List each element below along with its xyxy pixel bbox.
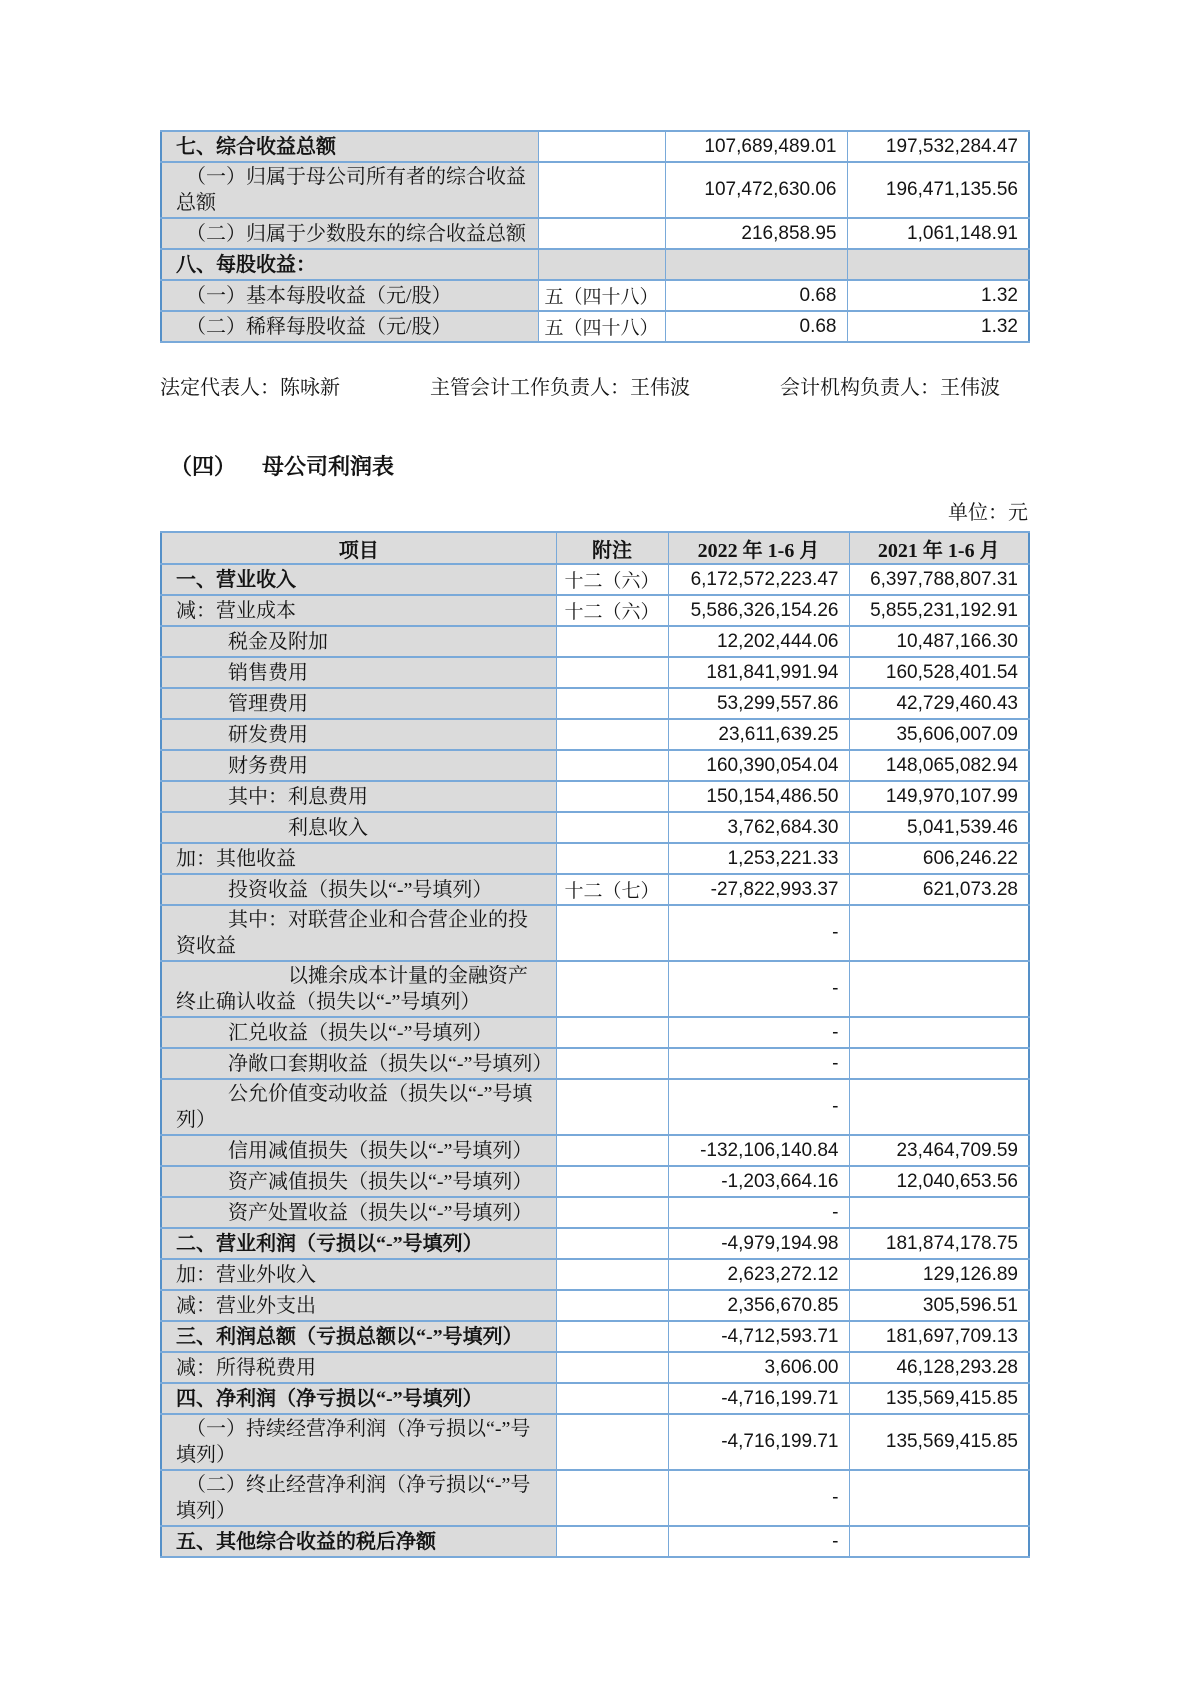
table-row	[161, 1135, 1029, 1166]
table-row	[161, 218, 1029, 249]
value-2021-cell	[849, 961, 1029, 1017]
note-cell	[556, 626, 668, 657]
item-cell: 一、营业收入	[161, 564, 556, 595]
value-2021-cell: 46,128,293.28	[849, 1352, 1029, 1383]
note-cell	[556, 1166, 668, 1197]
table-row	[161, 131, 1029, 162]
value-2022-cell: -	[668, 905, 849, 961]
section-title	[160, 452, 1028, 482]
note-cell	[556, 1383, 668, 1414]
value-2022-cell: 6,172,572,223.47	[668, 564, 849, 595]
chief-accountant: 主管会计工作负责人：王伟波	[430, 377, 690, 399]
table-row	[161, 1259, 1029, 1290]
value-2021-cell: 12,040,653.56	[849, 1166, 1029, 1197]
value-2021-cell: 305,596.51	[849, 1290, 1029, 1321]
note-cell	[556, 812, 668, 843]
value-2021-cell	[849, 1470, 1029, 1526]
value-2021-cell: 5,855,231,192.91	[849, 595, 1029, 626]
value-2021-cell: 6,397,788,807.31	[849, 564, 1029, 595]
value-2021-cell	[849, 1526, 1029, 1557]
note-cell	[556, 688, 668, 719]
value-2021-cell	[849, 1197, 1029, 1228]
table-row	[161, 812, 1029, 843]
table-row	[161, 1290, 1029, 1321]
item-cell: 二、营业利润（亏损以“-”号填列）	[161, 1228, 556, 1259]
value-2022-cell: -132,106,140.84	[668, 1135, 849, 1166]
value-2022-cell: -4,716,199.71	[668, 1383, 849, 1414]
note-cell	[556, 961, 668, 1017]
value-2021-cell	[849, 905, 1029, 961]
document-content	[160, 0, 1028, 1558]
note-cell: 十二（六）	[556, 564, 668, 595]
note-cell: 五（四十八）	[538, 280, 665, 311]
value-2022-cell: -	[668, 1048, 849, 1079]
parent-company-income-statement-table	[160, 531, 1030, 1558]
value-2021-cell: 10,487,166.30	[849, 626, 1029, 657]
value-2022-cell: 3,606.00	[668, 1352, 849, 1383]
note-cell: 十二（六）	[556, 595, 668, 626]
value-2022-cell: 2,356,670.85	[668, 1290, 849, 1321]
table-row	[161, 1526, 1029, 1557]
value-2022-cell: -	[668, 1197, 849, 1228]
value-2022-cell: 23,611,639.25	[668, 719, 849, 750]
value-2022-cell: 0.68	[665, 280, 847, 311]
item-cell: （二）终止经营净利润（净亏损以“-”号填列）	[161, 1470, 556, 1526]
section-title-text: 母公司利润表	[262, 454, 395, 479]
table-row	[161, 1079, 1029, 1135]
value-2022-cell: 3,762,684.30	[668, 812, 849, 843]
note-cell	[556, 719, 668, 750]
table-row	[161, 961, 1029, 1017]
note-cell	[556, 843, 668, 874]
value-2021-cell: 148,065,082.94	[849, 750, 1029, 781]
note-cell	[538, 218, 665, 249]
value-2022-cell: 107,472,630.06	[665, 162, 847, 218]
table-row	[161, 688, 1029, 719]
item-cell: （二）稀释每股收益（元/股）	[161, 311, 538, 342]
table-row	[161, 874, 1029, 905]
item-cell: 汇兑收益（损失以“-”号填列）	[161, 1017, 556, 1048]
value-2022-cell: -	[668, 961, 849, 1017]
item-cell: 研发费用	[161, 719, 556, 750]
value-2021-cell	[849, 1079, 1029, 1135]
header-period-2021: 2021 年 1-6 月	[849, 532, 1029, 564]
note-cell	[556, 1079, 668, 1135]
table-row	[161, 843, 1029, 874]
item-cell: 减：营业成本	[161, 595, 556, 626]
value-2021-cell: 1.32	[847, 280, 1029, 311]
value-2021-cell: 23,464,709.59	[849, 1135, 1029, 1166]
note-cell	[538, 249, 665, 280]
header-period-2022: 2022 年 1-6 月	[668, 532, 849, 564]
value-2021-cell: 181,697,709.13	[849, 1321, 1029, 1352]
value-2021-cell: 197,532,284.47	[847, 131, 1029, 162]
note-cell	[538, 162, 665, 218]
item-cell: 其中：对联营企业和合营企业的投资收益	[161, 905, 556, 961]
item-cell: 加：其他收益	[161, 843, 556, 874]
table-row	[161, 249, 1029, 280]
value-2021-cell: 135,569,415.85	[849, 1383, 1029, 1414]
note-cell	[556, 1352, 668, 1383]
value-2021-cell: 129,126.89	[849, 1259, 1029, 1290]
table-row	[161, 564, 1029, 595]
note-cell	[538, 131, 665, 162]
section-index: （四）	[170, 454, 237, 479]
value-2022-cell: 107,689,489.01	[665, 131, 847, 162]
item-cell: 投资收益（损失以“-”号填列）	[161, 874, 556, 905]
value-2022-cell: -	[668, 1017, 849, 1048]
item-cell: 财务费用	[161, 750, 556, 781]
table-row	[161, 1470, 1029, 1526]
consolidated-statement-continuation-table	[160, 130, 1030, 343]
value-2022-cell: 1,253,221.33	[668, 843, 849, 874]
item-cell: 销售费用	[161, 657, 556, 688]
note-cell	[556, 750, 668, 781]
item-cell: 资产减值损失（损失以“-”号填列）	[161, 1166, 556, 1197]
table-row	[161, 905, 1029, 961]
note-cell	[556, 1259, 668, 1290]
note-cell	[556, 1048, 668, 1079]
table-row	[161, 1197, 1029, 1228]
value-2022-cell: 2,623,272.12	[668, 1259, 849, 1290]
table-row	[161, 781, 1029, 812]
note-cell: 十二（七）	[556, 874, 668, 905]
value-2021-cell: 1,061,148.91	[847, 218, 1029, 249]
header-item: 项目	[161, 532, 556, 564]
value-2021-cell: 181,874,178.75	[849, 1228, 1029, 1259]
note-cell	[556, 1414, 668, 1470]
item-cell: 加：营业外收入	[161, 1259, 556, 1290]
value-2022-cell: -4,979,194.98	[668, 1228, 849, 1259]
value-2021-cell: 1.32	[847, 311, 1029, 342]
value-2022-cell: 181,841,991.94	[668, 657, 849, 688]
table-row	[161, 657, 1029, 688]
value-2022-cell: -4,712,593.71	[668, 1321, 849, 1352]
note-cell	[556, 1290, 668, 1321]
item-cell: 四、净利润（净亏损以“-”号填列）	[161, 1383, 556, 1414]
note-cell: 五（四十八）	[538, 311, 665, 342]
table-row	[161, 626, 1029, 657]
item-cell: 信用减值损失（损失以“-”号填列）	[161, 1135, 556, 1166]
value-2021-cell: 196,471,135.56	[847, 162, 1029, 218]
value-2021-cell	[849, 1048, 1029, 1079]
value-2021-cell	[849, 1017, 1029, 1048]
table-row	[161, 311, 1029, 342]
table-row	[161, 1321, 1029, 1352]
value-2021-cell	[847, 249, 1029, 280]
item-cell: 减：营业外支出	[161, 1290, 556, 1321]
item-cell: 八、每股收益：	[161, 249, 538, 280]
value-2022-cell: 53,299,557.86	[668, 688, 849, 719]
value-2021-cell: 621,073.28	[849, 874, 1029, 905]
table2-body	[161, 532, 1029, 1557]
value-2022-cell: -	[668, 1470, 849, 1526]
note-cell	[556, 1470, 668, 1526]
value-2021-cell: 606,246.22	[849, 843, 1029, 874]
table-row	[161, 280, 1029, 311]
table-row	[161, 1352, 1029, 1383]
table-row	[161, 1048, 1029, 1079]
header-note: 附注	[556, 532, 668, 564]
table-row	[161, 1414, 1029, 1470]
item-cell: 资产处置收益（损失以“-”号填列）	[161, 1197, 556, 1228]
item-cell: （二）归属于少数股东的综合收益总额	[161, 218, 538, 249]
item-cell: 五、其他综合收益的税后净额	[161, 1526, 556, 1557]
table-row	[161, 1166, 1029, 1197]
item-cell: 税金及附加	[161, 626, 556, 657]
note-cell	[556, 905, 668, 961]
item-cell: （一）归属于母公司所有者的综合收益总额	[161, 162, 538, 218]
item-cell: 减：所得税费用	[161, 1352, 556, 1383]
item-cell: 三、利润总额（亏损总额以“-”号填列）	[161, 1321, 556, 1352]
table1-body	[161, 131, 1029, 342]
value-2021-cell: 42,729,460.43	[849, 688, 1029, 719]
note-cell	[556, 657, 668, 688]
value-2022-cell: 0.68	[665, 311, 847, 342]
value-2022-cell	[665, 249, 847, 280]
note-cell	[556, 1321, 668, 1352]
note-cell	[556, 1197, 668, 1228]
note-cell	[556, 781, 668, 812]
note-cell	[556, 1017, 668, 1048]
item-cell: 管理费用	[161, 688, 556, 719]
value-2022-cell: -1,203,664.16	[668, 1166, 849, 1197]
table-row	[161, 1228, 1029, 1259]
note-cell	[556, 1526, 668, 1557]
value-2022-cell: 12,202,444.06	[668, 626, 849, 657]
accounting-head: 会计机构负责人：王伟波	[780, 377, 1000, 399]
value-2022-cell: -	[668, 1526, 849, 1557]
note-cell	[556, 1135, 668, 1166]
value-2022-cell: -	[668, 1079, 849, 1135]
value-2022-cell: 216,858.95	[665, 218, 847, 249]
value-2022-cell: 150,154,486.50	[668, 781, 849, 812]
note-cell	[556, 1228, 668, 1259]
item-cell: 公允价值变动收益（损失以“-”号填列）	[161, 1079, 556, 1135]
item-cell: 以摊余成本计量的金融资产终止确认收益（损失以“-”号填列）	[161, 961, 556, 1017]
table-header-row	[161, 532, 1029, 564]
item-cell: 其中：利息费用	[161, 781, 556, 812]
item-cell: 净敞口套期收益（损失以“-”号填列）	[161, 1048, 556, 1079]
value-2022-cell: 160,390,054.04	[668, 750, 849, 781]
item-cell: （一）持续经营净利润（净亏损以“-”号填列）	[161, 1414, 556, 1470]
table-row	[161, 1017, 1029, 1048]
table-row	[161, 162, 1029, 218]
signature-line	[160, 375, 1028, 402]
value-2022-cell: -27,822,993.37	[668, 874, 849, 905]
legal-representative: 法定代表人：陈咏新	[160, 377, 340, 399]
value-2021-cell: 160,528,401.54	[849, 657, 1029, 688]
value-2021-cell: 149,970,107.99	[849, 781, 1029, 812]
value-2022-cell: -4,716,199.71	[668, 1414, 849, 1470]
value-2021-cell: 35,606,007.09	[849, 719, 1029, 750]
table-row	[161, 750, 1029, 781]
table-row	[161, 719, 1029, 750]
value-2022-cell: 5,586,326,154.26	[668, 595, 849, 626]
item-cell: 七、综合收益总额	[161, 131, 538, 162]
table-row	[161, 595, 1029, 626]
table-row	[161, 1383, 1029, 1414]
unit-label: 单位：元	[948, 502, 1028, 524]
value-2021-cell: 5,041,539.46	[849, 812, 1029, 843]
item-cell: （一）基本每股收益（元/股）	[161, 280, 538, 311]
value-2021-cell: 135,569,415.85	[849, 1414, 1029, 1470]
item-cell: 利息收入	[161, 812, 556, 843]
